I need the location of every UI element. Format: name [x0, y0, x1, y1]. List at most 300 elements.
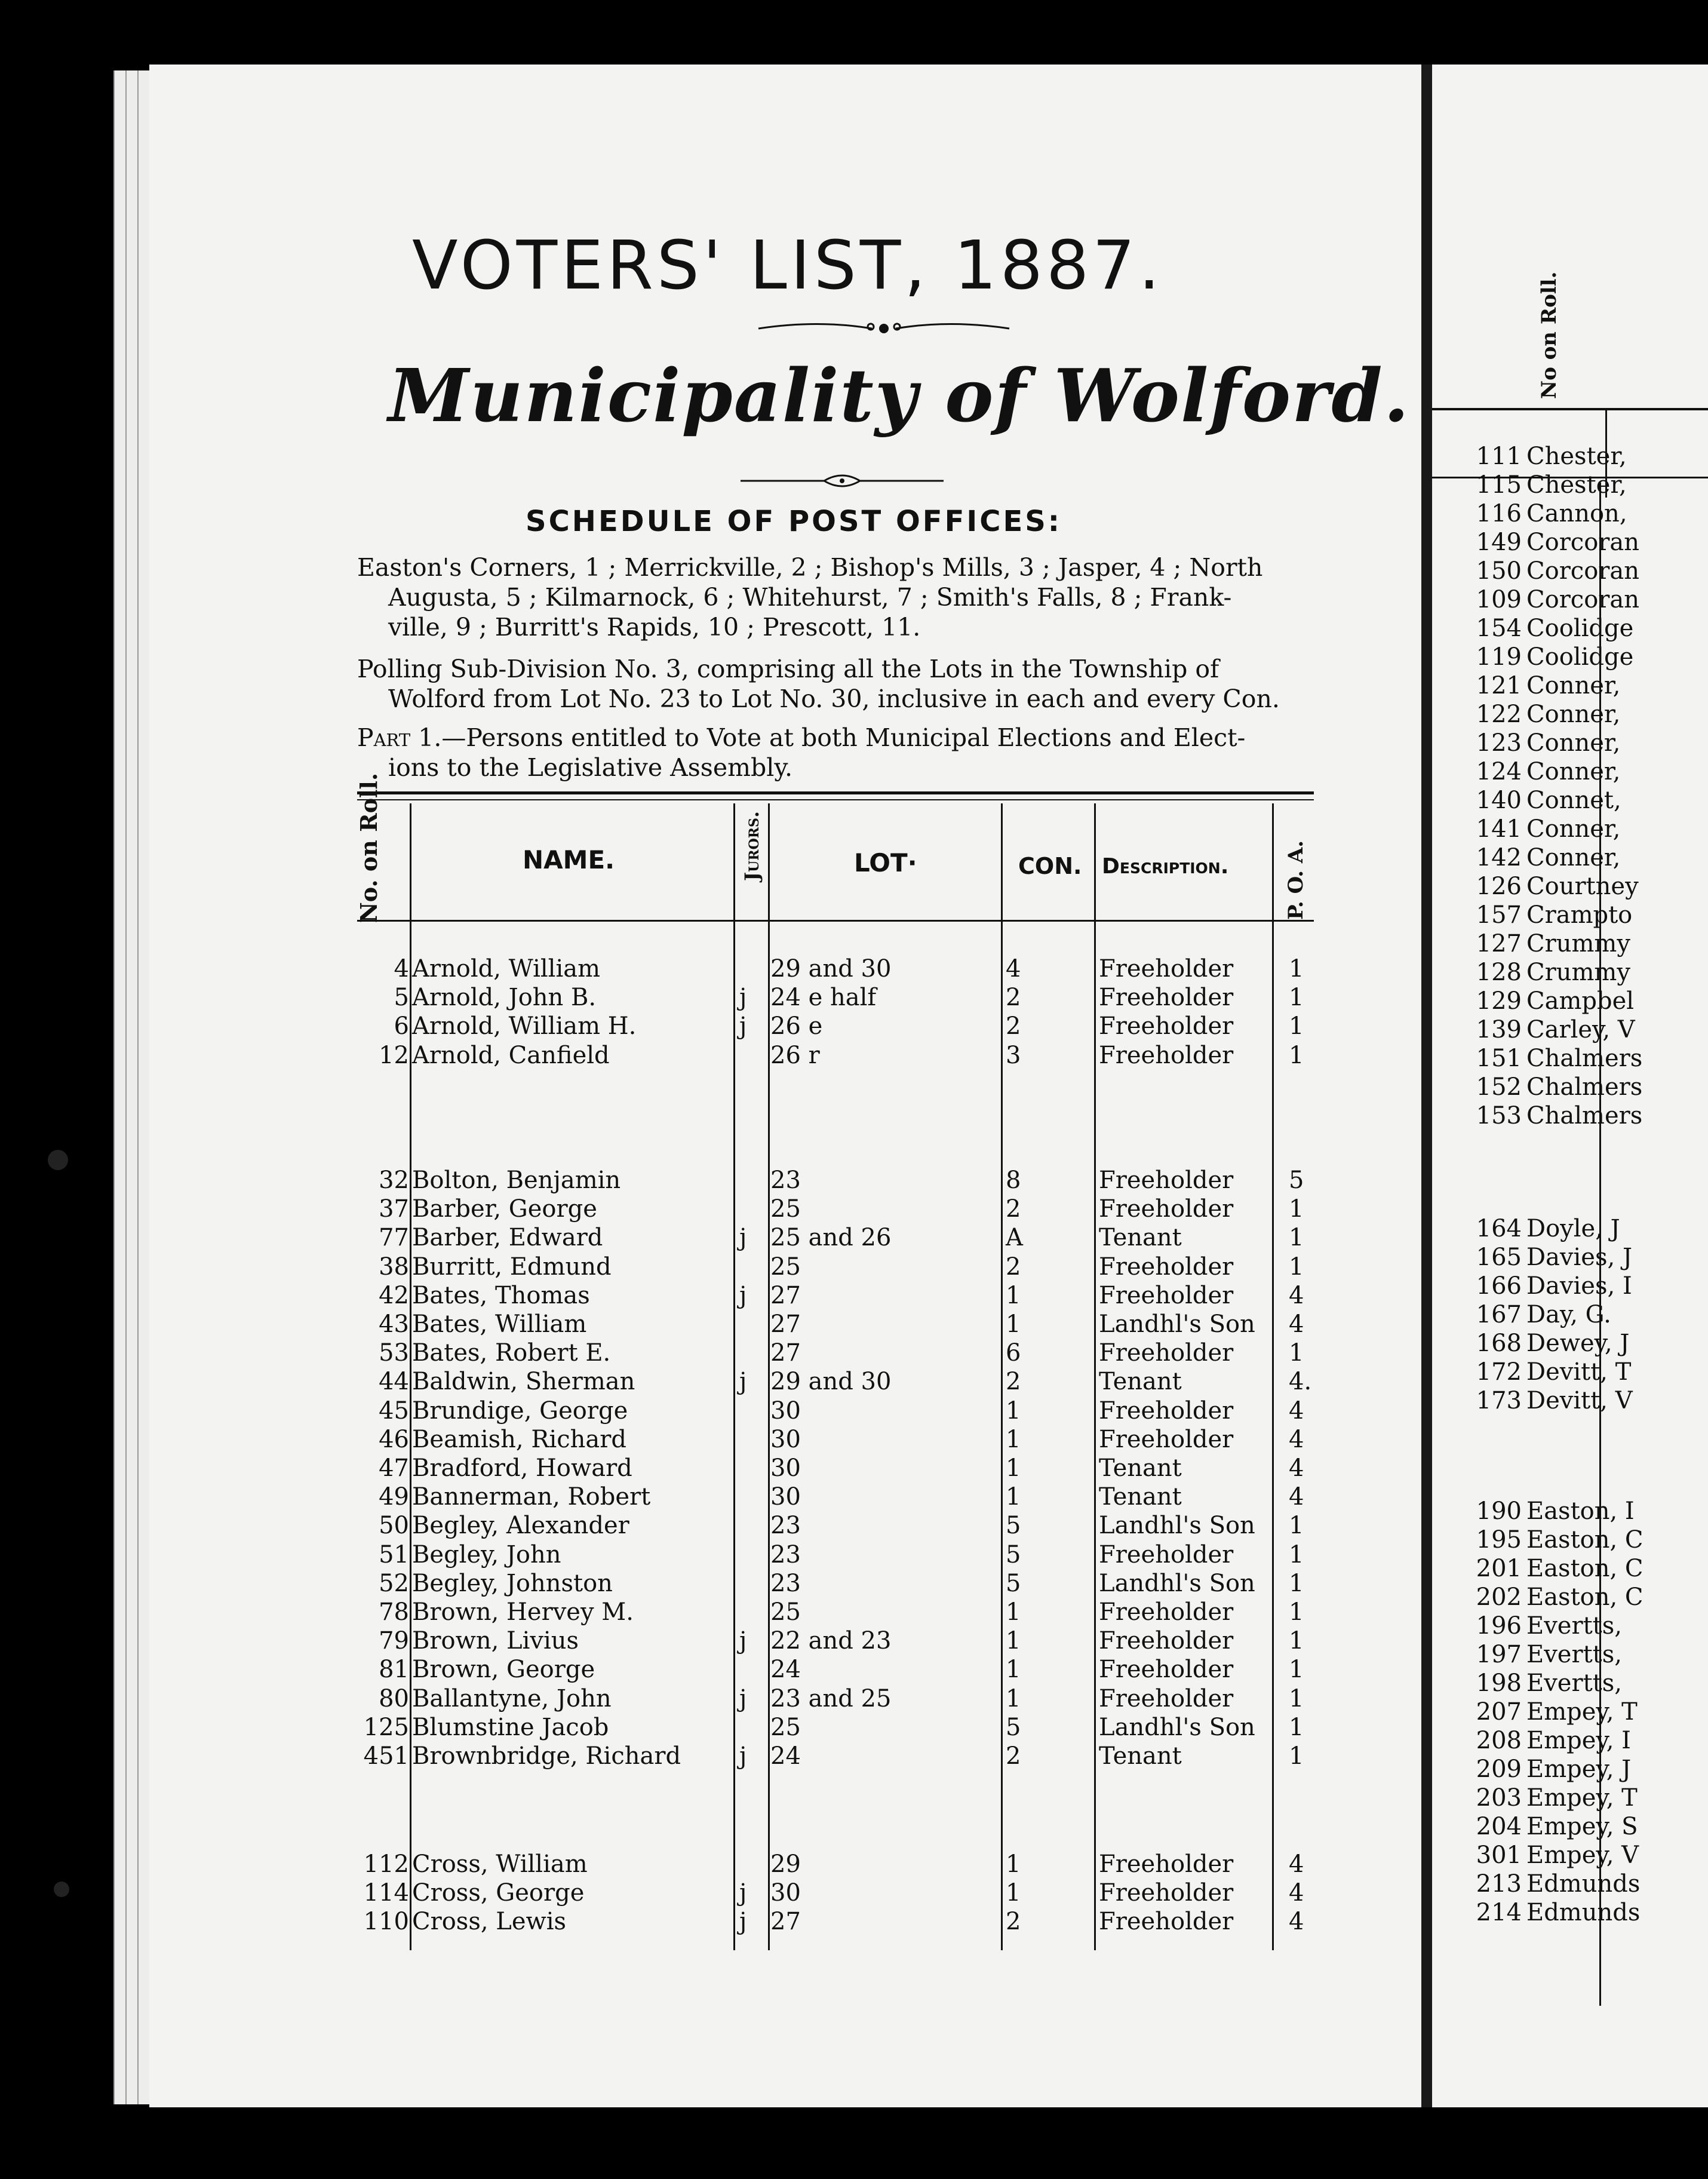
- cell-no: 78: [379, 1598, 409, 1626]
- cell-lot: 29 and 30: [770, 1368, 892, 1396]
- right-cell-name: Conner,: [1526, 844, 1621, 871]
- cell-con: 2: [1006, 1253, 1021, 1281]
- right-cell-name: Coolidge: [1526, 615, 1634, 642]
- cell-j: j: [739, 1627, 747, 1655]
- cell-desc: Freeholder: [1099, 1879, 1234, 1907]
- table-row: [0, 1626, 1433, 1655]
- cell-desc: Freeholder: [1099, 1195, 1234, 1223]
- cell-name: Brundige, George: [412, 1397, 628, 1425]
- cell-con: 4: [1006, 955, 1021, 983]
- cell-desc: Tenant: [1099, 1224, 1182, 1252]
- cell-name: Barber, George: [412, 1195, 597, 1223]
- cell-lot: 27: [770, 1908, 801, 1936]
- right-cell-name: Easton, C: [1526, 1555, 1644, 1582]
- right-list-row: [1432, 585, 1708, 614]
- cell-name: Arnold, William: [412, 955, 601, 983]
- cell-name: Bates, Thomas: [412, 1281, 590, 1309]
- right-cell-no: 209: [1476, 1756, 1522, 1783]
- cell-poa: 4: [1289, 1311, 1304, 1338]
- right-cell-name: Conner,: [1526, 815, 1621, 843]
- cell-lot: 22 and 23: [770, 1627, 892, 1655]
- right-cell-name: Corcoran: [1526, 557, 1640, 585]
- right-list-row: [1432, 1101, 1708, 1130]
- cell-desc: Tenant: [1099, 1742, 1182, 1770]
- page-gutter: [1421, 65, 1432, 2107]
- right-list-row: [1432, 557, 1708, 585]
- cell-no: 451: [363, 1742, 409, 1770]
- cell-name: Barber, Edward: [412, 1224, 603, 1252]
- right-cell-name: Doyle, J: [1526, 1215, 1620, 1242]
- cell-no: 4: [394, 955, 409, 983]
- right-list-row: [1432, 1300, 1708, 1329]
- right-cell-name: Cannon,: [1526, 500, 1627, 527]
- right-cell-name: Conner,: [1526, 672, 1621, 699]
- cell-con: 5: [1006, 1512, 1021, 1540]
- cell-desc: Freeholder: [1099, 1850, 1234, 1878]
- cell-no: 46: [379, 1425, 409, 1453]
- cell-poa: 1: [1289, 1627, 1304, 1655]
- cell-con: 2: [1006, 984, 1021, 1012]
- right-list-row: [1432, 1497, 1708, 1526]
- cell-poa: 1: [1289, 1598, 1304, 1626]
- right-cell-no: 149: [1476, 529, 1522, 556]
- cell-no: 110: [363, 1908, 409, 1936]
- cell-con: 8: [1006, 1167, 1021, 1194]
- cell-name: Arnold, William H.: [412, 1012, 637, 1041]
- cell-desc: Freeholder: [1099, 1041, 1234, 1069]
- table-row: [0, 1041, 1433, 1070]
- right-cell-no: 150: [1476, 557, 1522, 585]
- table-row: [0, 1655, 1433, 1684]
- right-list-row: [1432, 1698, 1708, 1726]
- table-row: [0, 1850, 1433, 1879]
- right-list-row: [1432, 1583, 1708, 1612]
- polling-line: Polling Sub-Division No. 3, comprising all the Lots in the Township of: [357, 655, 1219, 683]
- cell-con: 2: [1006, 1195, 1021, 1223]
- cell-lot: 23: [770, 1569, 801, 1597]
- cell-con: 3: [1006, 1041, 1021, 1069]
- cell-con: 1: [1006, 1425, 1021, 1453]
- right-cell-name: Devitt, T: [1526, 1358, 1632, 1386]
- right-cell-name: Crummy: [1526, 959, 1630, 986]
- cell-lot: 25: [770, 1253, 801, 1281]
- right-list-row: [1432, 1898, 1708, 1927]
- post-offices-paragraph: [357, 553, 1313, 642]
- right-cell-no: 140: [1476, 787, 1522, 814]
- cell-j: j: [739, 1742, 747, 1770]
- right-cell-name: Edmunds: [1526, 1870, 1641, 1898]
- right-cell-no: 119: [1476, 643, 1522, 671]
- right-cell-no: 121: [1476, 672, 1522, 699]
- cell-no: 32: [379, 1167, 409, 1194]
- table-row: [0, 1397, 1433, 1425]
- right-list-row: [1432, 1640, 1708, 1669]
- cell-lot: 25: [770, 1195, 801, 1223]
- cell-name: Bolton, Benjamin: [412, 1167, 621, 1194]
- cell-desc: Freeholder: [1099, 1012, 1234, 1041]
- cell-poa: 1: [1289, 1041, 1304, 1069]
- right-list-row: [1432, 815, 1708, 843]
- right-cell-no: 127: [1476, 930, 1522, 957]
- cell-no: 49: [379, 1483, 409, 1511]
- right-list-row: [1432, 1726, 1708, 1755]
- cell-lot: 24 e half: [770, 984, 877, 1012]
- header-con: CON.: [1018, 853, 1082, 879]
- right-cell-no: 202: [1476, 1583, 1522, 1611]
- table-row: [0, 1195, 1433, 1223]
- cell-desc: Freeholder: [1099, 1656, 1234, 1684]
- right-cell-name: Dewey, J: [1526, 1330, 1630, 1357]
- table-row: [0, 1907, 1433, 1936]
- cell-poa: 1: [1289, 984, 1304, 1012]
- cell-con: 2: [1006, 1012, 1021, 1041]
- cell-con: A: [1006, 1224, 1023, 1252]
- cell-j: j: [739, 1224, 747, 1252]
- cell-poa: 4: [1289, 1908, 1304, 1936]
- right-cell-name: Chalmers: [1526, 1102, 1643, 1130]
- cell-no: 53: [379, 1339, 409, 1367]
- cell-desc: Freeholder: [1099, 1908, 1234, 1936]
- cell-no: 50: [379, 1512, 409, 1540]
- right-cell-no: 165: [1476, 1244, 1522, 1271]
- right-cell-name: Empey, I: [1526, 1727, 1631, 1754]
- right-cell-no: 201: [1476, 1555, 1522, 1582]
- right-cell-name: Davies, J: [1526, 1244, 1632, 1271]
- table-row: [0, 1223, 1433, 1252]
- cell-name: Arnold, John B.: [412, 984, 597, 1012]
- header-description: Description.: [1102, 854, 1229, 879]
- title-ornament: [752, 314, 1015, 343]
- page-edge: [137, 70, 150, 2104]
- cell-desc: Freeholder: [1099, 1684, 1234, 1712]
- cell-no: 45: [379, 1397, 409, 1425]
- cell-lot: 25: [770, 1598, 801, 1626]
- right-cell-name: Chester,: [1526, 471, 1627, 499]
- cell-lot: 30: [770, 1454, 801, 1482]
- cell-poa: 4: [1289, 1397, 1304, 1425]
- right-cell-name: Conner,: [1526, 701, 1621, 728]
- right-list-row: [1432, 872, 1708, 901]
- cell-poa: 4: [1289, 1483, 1304, 1511]
- cell-desc: Freeholder: [1099, 1339, 1234, 1367]
- right-list-row: [1432, 1526, 1708, 1554]
- right-cell-no: 116: [1476, 500, 1522, 527]
- table-row: [0, 1253, 1433, 1281]
- cell-name: Brownbridge, Richard: [412, 1742, 681, 1770]
- cell-lot: 23: [770, 1512, 801, 1540]
- right-cell-no: 166: [1476, 1272, 1522, 1300]
- table-row: [0, 1166, 1433, 1195]
- right-list-row: [1432, 1329, 1708, 1358]
- cell-con: 1: [1006, 1656, 1021, 1684]
- right-cell-no: 195: [1476, 1526, 1522, 1554]
- cell-con: 1: [1006, 1397, 1021, 1425]
- cell-lot: 27: [770, 1339, 801, 1367]
- right-cell-name: Coolidge: [1526, 643, 1634, 671]
- table-top-rule: [357, 791, 1314, 794]
- right-cell-no: 128: [1476, 959, 1522, 986]
- cell-no: 42: [379, 1281, 409, 1309]
- right-cell-no: 190: [1476, 1497, 1522, 1525]
- cell-lot: 30: [770, 1397, 801, 1425]
- right-list-row: [1432, 786, 1708, 815]
- table-row: [0, 1454, 1433, 1483]
- right-header-rule: [1432, 408, 1708, 410]
- cell-no: 12: [379, 1041, 409, 1069]
- table-row: [0, 1012, 1433, 1041]
- table-row: [0, 1483, 1433, 1511]
- right-cell-no: 152: [1476, 1073, 1522, 1101]
- cell-poa: 1: [1289, 1339, 1304, 1367]
- right-list-row: [1432, 901, 1708, 929]
- cell-no: 5: [394, 984, 409, 1012]
- table-row: [0, 983, 1433, 1012]
- header-lot: LOT·: [854, 848, 917, 877]
- part-line: [357, 723, 1313, 753]
- right-list-row: [1432, 1755, 1708, 1784]
- cell-no: 81: [379, 1656, 409, 1684]
- right-cell-no: 167: [1476, 1301, 1522, 1328]
- right-list-row: [1432, 1870, 1708, 1898]
- header-jurors: Jurors.: [741, 811, 763, 881]
- cell-desc: Landhl's Son: [1099, 1311, 1255, 1338]
- municipality-ornament: [735, 469, 950, 493]
- cell-desc: Tenant: [1099, 1368, 1182, 1396]
- cell-no: 44: [379, 1368, 409, 1396]
- cell-name: Begley, Alexander: [412, 1512, 629, 1540]
- right-cell-no: 153: [1476, 1102, 1522, 1130]
- cell-name: Bates, Robert E.: [412, 1339, 611, 1367]
- right-cell-name: Campbel: [1526, 987, 1635, 1015]
- cell-lot: 30: [770, 1425, 801, 1453]
- right-cell-no: 157: [1476, 901, 1522, 929]
- right-list-row: [1432, 1554, 1708, 1583]
- right-cell-no: 123: [1476, 729, 1522, 757]
- right-cell-no: 172: [1476, 1358, 1522, 1386]
- table-row: [0, 1598, 1433, 1626]
- right-page: [1432, 65, 1708, 2107]
- cell-con: 2: [1006, 1742, 1021, 1770]
- cell-con: 5: [1006, 1540, 1021, 1569]
- cell-desc: Freeholder: [1099, 1253, 1234, 1281]
- right-list-row: [1432, 843, 1708, 872]
- cell-poa: 1: [1289, 955, 1304, 983]
- header-no-on-roll: No. on Roll.: [355, 772, 382, 923]
- cell-name: Bradford, Howard: [412, 1454, 632, 1482]
- cell-no: 79: [379, 1627, 409, 1655]
- table-top-rule: [357, 799, 1314, 800]
- header-poa: P. O. A.: [1284, 840, 1308, 920]
- cell-poa: 1: [1289, 1569, 1304, 1597]
- cell-poa: 1: [1289, 1713, 1304, 1741]
- post-offices-line: ville, 9 ; Burritt's Rapids, 10 ; Prescott, 11.: [388, 613, 921, 642]
- cell-name: Baldwin, Sherman: [412, 1368, 635, 1396]
- cell-name: Begley, Johnston: [412, 1569, 613, 1597]
- cell-desc: Landhl's Son: [1099, 1512, 1255, 1540]
- cell-lot: 26 r: [770, 1041, 820, 1069]
- right-cell-no: 122: [1476, 701, 1522, 728]
- cell-lot: 29: [770, 1850, 801, 1878]
- cell-poa: 4: [1289, 1850, 1304, 1878]
- cell-j: j: [739, 1879, 747, 1907]
- right-cell-name: Easton, I: [1526, 1497, 1635, 1525]
- right-list-row: [1432, 1272, 1708, 1300]
- cell-name: Arnold, Canfield: [412, 1041, 610, 1069]
- cell-desc: Freeholder: [1099, 1167, 1234, 1194]
- right-list-row: [1432, 1784, 1708, 1812]
- cell-j: j: [739, 984, 747, 1012]
- right-list-row: [1432, 1386, 1708, 1415]
- table-row: [0, 1425, 1433, 1454]
- cell-no: 43: [379, 1311, 409, 1338]
- cell-name: Burritt, Edmund: [412, 1253, 612, 1281]
- cell-desc: Freeholder: [1099, 1627, 1234, 1655]
- cell-lot: 23: [770, 1167, 801, 1194]
- cell-poa: 1: [1289, 1512, 1304, 1540]
- right-cell-name: Courtney: [1526, 873, 1639, 900]
- cell-poa: 1: [1289, 1224, 1304, 1252]
- cell-lot: 30: [770, 1879, 801, 1907]
- right-list-row: [1432, 1669, 1708, 1698]
- right-cell-name: Devitt, V: [1526, 1387, 1633, 1414]
- cell-con: 1: [1006, 1598, 1021, 1626]
- right-cell-name: Connet,: [1526, 787, 1621, 814]
- right-list-row: [1432, 643, 1708, 671]
- cell-poa: 4.: [1289, 1368, 1312, 1396]
- right-list-row: [1432, 958, 1708, 987]
- cell-desc: Freeholder: [1099, 955, 1234, 983]
- polling-line: Wolford from Lot No. 23 to Lot No. 30, inclusive in each and every Con.: [388, 685, 1280, 713]
- cell-desc: Tenant: [1099, 1454, 1182, 1482]
- cell-name: Cross, Lewis: [412, 1908, 567, 1936]
- right-cell-name: Corcoran: [1526, 529, 1640, 556]
- right-cell-no: 142: [1476, 844, 1522, 871]
- right-list-row: [1432, 1015, 1708, 1044]
- right-cell-name: Crummy: [1526, 930, 1630, 957]
- right-list-row: [1432, 1841, 1708, 1870]
- cell-con: 1: [1006, 1454, 1021, 1482]
- right-cell-name: Chester,: [1526, 443, 1627, 470]
- right-list-row: [1432, 528, 1708, 557]
- right-list-row: [1432, 729, 1708, 757]
- table-row: [0, 1339, 1433, 1367]
- right-header-no-on-roll: No on Roll.: [1537, 271, 1561, 399]
- table-row: [0, 1281, 1433, 1310]
- right-cell-no: 203: [1476, 1784, 1522, 1812]
- right-cell-no: 168: [1476, 1330, 1522, 1357]
- table-header-rule: [357, 920, 1314, 922]
- cell-no: 77: [379, 1224, 409, 1252]
- cell-name: Cross, George: [412, 1879, 585, 1907]
- cell-con: 1: [1006, 1281, 1021, 1309]
- header-name: NAME.: [523, 845, 615, 874]
- part-label: Part 1.: [357, 723, 442, 752]
- right-cell-no: 197: [1476, 1641, 1522, 1668]
- cell-con: 1: [1006, 1879, 1021, 1907]
- right-cell-no: 173: [1476, 1387, 1522, 1414]
- right-list-row: [1432, 1612, 1708, 1640]
- right-cell-no: 111: [1476, 443, 1522, 470]
- right-cell-no: 196: [1476, 1612, 1522, 1640]
- right-list-row: [1432, 471, 1708, 499]
- cell-poa: 1: [1289, 1656, 1304, 1684]
- municipality-title: Municipality of Wolford.: [388, 352, 1411, 438]
- cell-con: 6: [1006, 1339, 1021, 1367]
- right-cell-name: Evertts,: [1526, 1612, 1622, 1640]
- right-list-row: [1432, 700, 1708, 729]
- right-cell-name: Day, G.: [1526, 1301, 1611, 1328]
- post-offices-line: Augusta, 5 ; Kilmarnock, 6 ; Whitehurst, 7 ; Smith's Falls, 8 ; Frank-: [388, 583, 1232, 612]
- part-text: —Persons entitled to Vote at both Municipal Elections and Elect-: [441, 723, 1246, 752]
- cell-poa: 4: [1289, 1454, 1304, 1482]
- right-cell-name: Conner,: [1526, 758, 1621, 785]
- cell-lot: 27: [770, 1311, 801, 1338]
- right-cell-name: Evertts,: [1526, 1641, 1622, 1668]
- cell-no: 112: [363, 1850, 409, 1878]
- cell-con: 2: [1006, 1368, 1021, 1396]
- table-row: [0, 1540, 1433, 1569]
- cell-name: Begley, John: [412, 1540, 561, 1569]
- right-cell-name: Empey, T: [1526, 1784, 1638, 1812]
- cell-no: 6: [394, 1012, 409, 1041]
- cell-desc: Freeholder: [1099, 1598, 1234, 1626]
- cell-name: Bates, William: [412, 1311, 587, 1338]
- table-row: [0, 955, 1433, 983]
- cell-poa: 1: [1289, 1012, 1304, 1041]
- right-cell-name: Corcoran: [1526, 586, 1640, 613]
- cell-lot: 23: [770, 1540, 801, 1569]
- table-row: [0, 1569, 1433, 1598]
- cell-poa: 1: [1289, 1253, 1304, 1281]
- cell-name: Brown, Livius: [412, 1627, 579, 1655]
- table-row: [0, 1713, 1433, 1742]
- right-list-row: [1432, 614, 1708, 643]
- cell-desc: Tenant: [1099, 1483, 1182, 1511]
- cell-no: 51: [379, 1540, 409, 1569]
- right-cell-name: Easton, C: [1526, 1583, 1644, 1611]
- cell-con: 2: [1006, 1908, 1021, 1936]
- cell-desc: Freeholder: [1099, 1281, 1234, 1309]
- cell-desc: Freeholder: [1099, 1540, 1234, 1569]
- polling-paragraph: [357, 654, 1313, 714]
- table-row: [0, 1367, 1433, 1396]
- cell-j: j: [739, 1684, 747, 1712]
- part-line: ions to the Legislative Assembly.: [388, 753, 793, 782]
- right-cell-name: Chalmers: [1526, 1045, 1643, 1072]
- right-cell-no: 213: [1476, 1870, 1522, 1898]
- right-cell-no: 214: [1476, 1899, 1522, 1926]
- right-cell-name: Conner,: [1526, 729, 1621, 757]
- right-cell-name: Empey, T: [1526, 1698, 1638, 1726]
- cell-lot: 30: [770, 1483, 801, 1511]
- part-paragraph: [357, 723, 1313, 782]
- right-cell-name: Crampto: [1526, 901, 1633, 929]
- cell-poa: 4: [1289, 1281, 1304, 1309]
- right-list-row: [1432, 499, 1708, 528]
- right-cell-name: Easton, C: [1526, 1526, 1644, 1554]
- right-list-row: [1432, 929, 1708, 958]
- cell-con: 1: [1006, 1627, 1021, 1655]
- right-cell-no: 154: [1476, 615, 1522, 642]
- cell-no: 114: [363, 1879, 409, 1907]
- cell-poa: 1: [1289, 1195, 1304, 1223]
- cell-con: 1: [1006, 1311, 1021, 1338]
- cell-name: Blumstine Jacob: [412, 1713, 609, 1741]
- cell-no: 38: [379, 1253, 409, 1281]
- cell-lot: 26 e: [770, 1012, 823, 1041]
- cell-poa: 1: [1289, 1684, 1304, 1712]
- cell-no: 80: [379, 1684, 409, 1712]
